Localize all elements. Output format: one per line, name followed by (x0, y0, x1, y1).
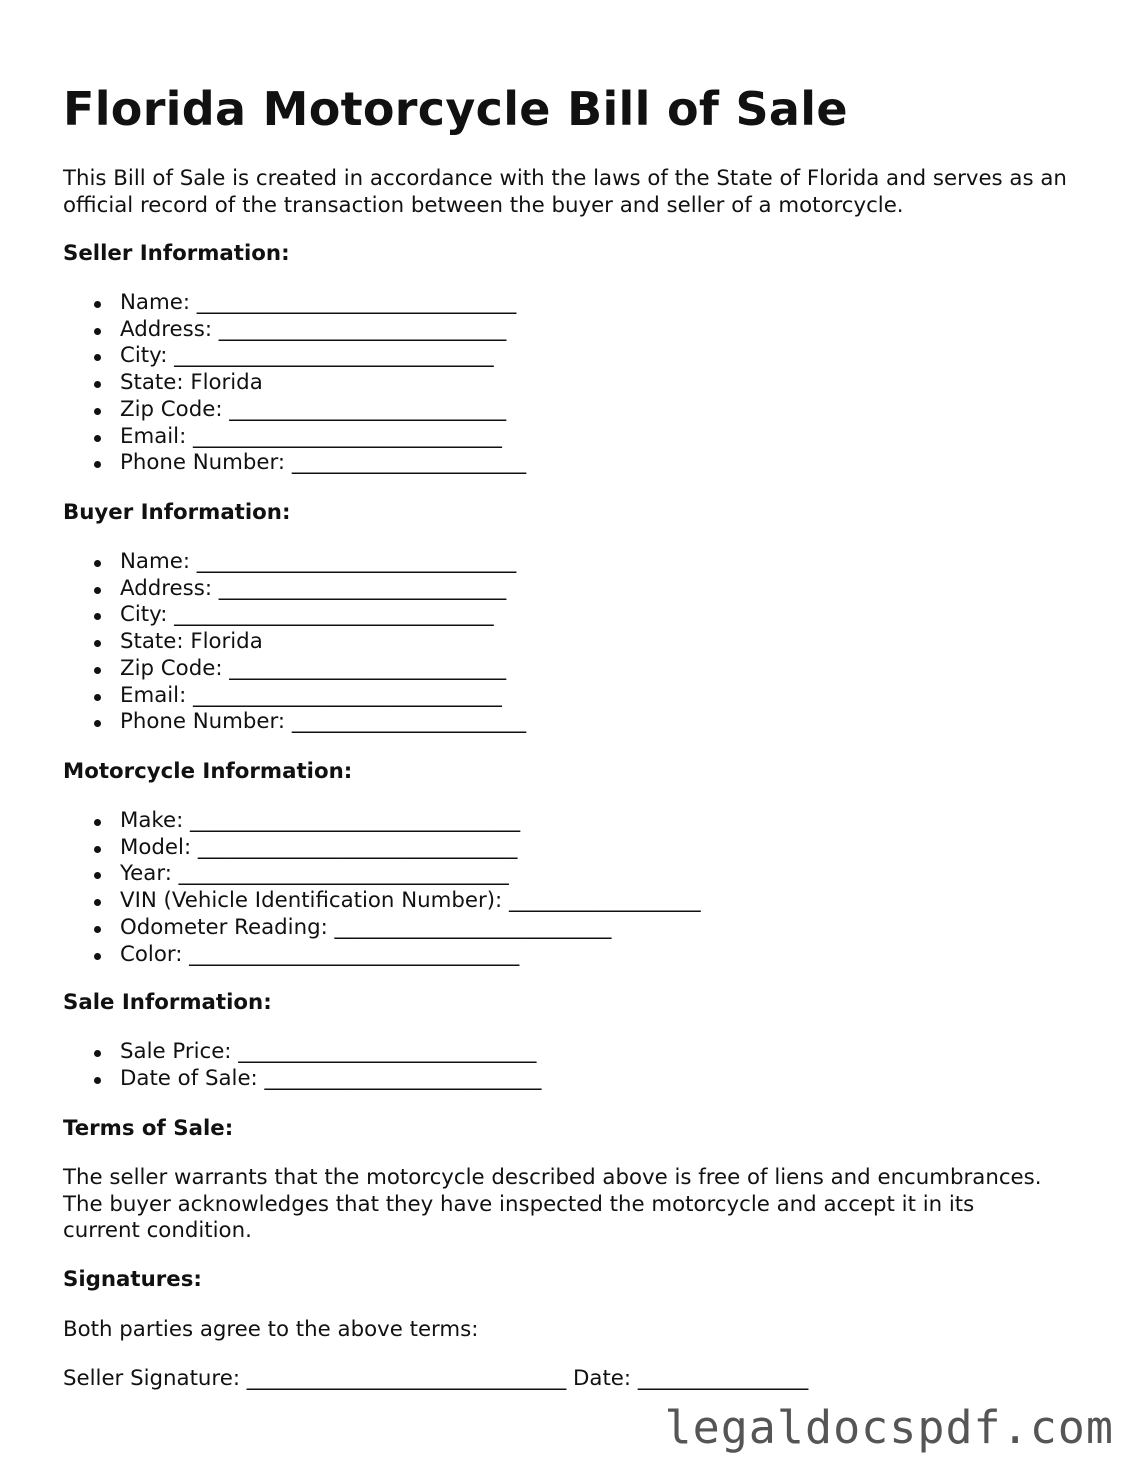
motorcycle-section (63, 759, 1103, 785)
motorcycle-field-list (63, 808, 1103, 968)
intro-paragraph: This Bill of Sale is created in accordance with the laws of the State of Florida and serves as an official record of the transaction between the buyer and seller of a motorcycle. (63, 166, 1067, 218)
document-title: Florida Motorcycle Bill of Sale (63, 82, 848, 136)
seller-zip-field[interactable]: Zip Code: __________________________ (63, 397, 1103, 424)
seller-section (63, 241, 1103, 267)
watermark-text: legaldocspdf.com (664, 1401, 1114, 1454)
signatures-agreement-text: Both parties agree to the above terms: (63, 1317, 479, 1342)
buyer-heading: Buyer Information: (63, 500, 291, 525)
signatures-text-block (63, 1317, 1103, 1343)
buyer-fields (63, 549, 1103, 736)
sale-price-field[interactable]: Sale Price: ____________________________ (63, 1039, 1103, 1066)
seller-signature-line[interactable]: Seller Signature: ______________________________ Date: ________________ (63, 1366, 809, 1391)
seller-phone-field[interactable]: Phone Number: ______________________ (63, 450, 1103, 477)
make-field[interactable]: Make: _______________________________ (63, 808, 1103, 835)
seller-signature-block (63, 1366, 1103, 1392)
buyer-state-field: State: Florida (63, 629, 1103, 656)
buyer-section (63, 500, 1103, 526)
signatures-section (63, 1267, 1103, 1293)
intro-section (63, 166, 1103, 219)
buyer-field-list (63, 549, 1103, 736)
buyer-address-field[interactable]: Address: ___________________________ (63, 576, 1103, 603)
seller-city-field[interactable]: City: ______________________________ (63, 343, 1103, 370)
year-field[interactable]: Year: _______________________________ (63, 861, 1103, 888)
buyer-zip-field[interactable]: Zip Code: __________________________ (63, 656, 1103, 683)
color-field[interactable]: Color: _______________________________ (63, 942, 1103, 969)
seller-fields (63, 290, 1103, 477)
seller-state-field: State: Florida (63, 370, 1103, 397)
terms-body (63, 1165, 1103, 1245)
buyer-name-field[interactable]: Name: ______________________________ (63, 549, 1103, 576)
buyer-city-field[interactable]: City: ______________________________ (63, 602, 1103, 629)
sale-fields (63, 1039, 1103, 1092)
model-field[interactable]: Model: ______________________________ (63, 835, 1103, 862)
buyer-email-field[interactable]: Email: _____________________________ (63, 683, 1103, 710)
buyer-phone-field[interactable]: Phone Number: ______________________ (63, 709, 1103, 736)
sale-field-list (63, 1039, 1103, 1092)
seller-heading: Seller Information: (63, 241, 290, 266)
terms-heading: Terms of Sale: (63, 1116, 234, 1141)
terms-paragraph: The seller warrants that the motorcycle described above is free of liens and encumbrances. The buyer acknowledges that they have inspected the motorcycle and accept it in its current condition. (63, 1165, 1042, 1243)
sale-heading: Sale Information: (63, 990, 272, 1015)
sale-section (63, 990, 1103, 1016)
seller-field-list (63, 290, 1103, 477)
seller-address-field[interactable]: Address: ___________________________ (63, 317, 1103, 344)
odometer-field[interactable]: Odometer Reading: __________________________ (63, 915, 1103, 942)
vin-field[interactable]: VIN (Vehicle Identification Number): __________________ (63, 888, 1103, 915)
seller-name-field[interactable]: Name: ______________________________ (63, 290, 1103, 317)
seller-email-field[interactable]: Email: _____________________________ (63, 424, 1103, 451)
motorcycle-fields (63, 808, 1103, 968)
signatures-heading: Signatures: (63, 1267, 202, 1292)
sale-date-field[interactable]: Date of Sale: __________________________ (63, 1066, 1103, 1093)
terms-section (63, 1116, 1103, 1142)
motorcycle-heading: Motorcycle Information: (63, 759, 353, 784)
